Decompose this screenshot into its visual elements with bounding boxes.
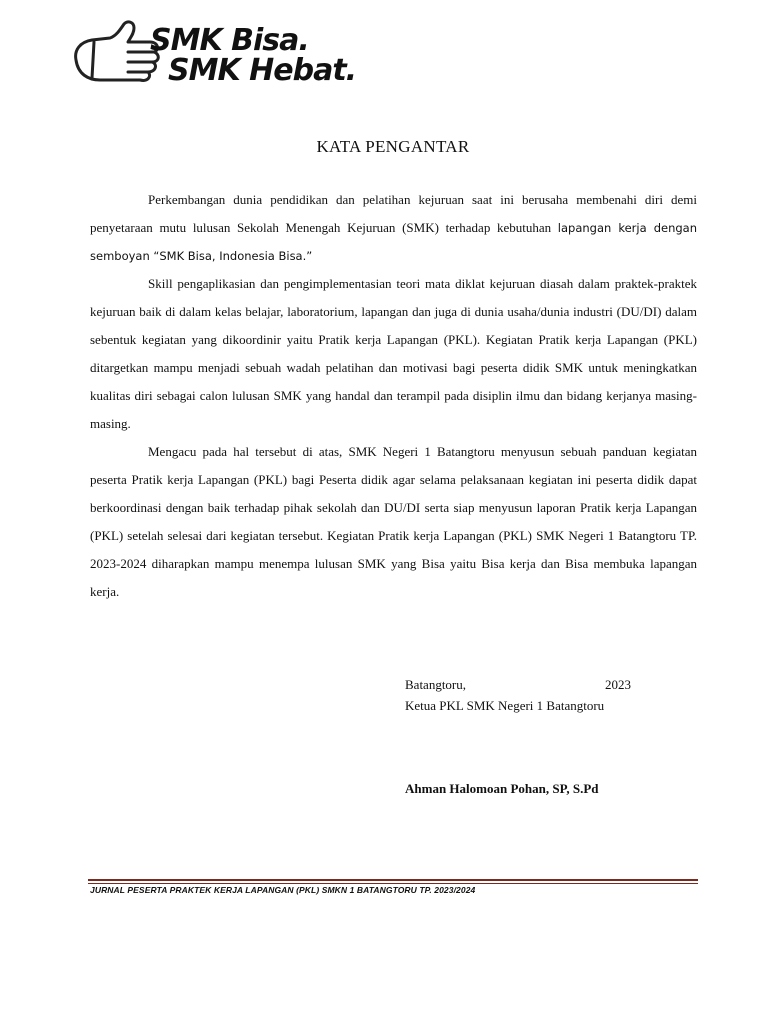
paragraph-1-motto: “SMK Bisa, Indonesia Bisa.” [149,249,313,263]
closing-block [405,674,685,716]
footer-text: JURNAL PESERTA PRAKTEK KERJA LAPANGAN (PKL) SMKN 1 BATANGTORU TP. 2023/2024 [90,885,476,895]
place-date-line [405,674,631,695]
logo-line-2: SMK Hebat. [168,53,357,84]
paragraph-1 [90,186,697,270]
place: Batangtoru, [405,677,467,692]
paragraph-1-motto-lead: lapangan kerja dengan semboyan [90,221,697,263]
footer-rule [88,879,698,881]
signer-name: Ahman Halomoan Pohan, SP, S.Pd [405,781,599,796]
paragraph-3: Mengacu pada hal tersebut di atas, SMK Negeri 1 Batangtoru menyusun sebuah panduan kegiatan peserta Pratik kerja Lapangan (PKL) bagi Peserta didik agar selama pelaksanaan kegiatan ini peserta didik dapat berkoordinasi dengan baik terhadap pihak sekolah dan DU/DI serta siap menyusun laporan Pratik kerja Lapangan (PKL) setelah selesai dari kegiatan tersebut. Kegiatan Pratik kerja Lapangan (PKL) SMK Negeri 1 Batangtoru TP. 2023-2024 diharapkan mampu menempa lulusan SMK yang Bisa yaitu Bisa kerja dan Bisa membuka lapangan kerja. [90,444,697,599]
footer-rule-thin [88,883,698,884]
paragraph-2: Skill pengaplikasian dan pengimplementasian teori mata diklat kejuruan diasah dalam praktek-praktek kejuruan baik di dalam kelas belajar, laboratorium, lapangan dan juga di dunia usaha/dunia industri (DU/DI) dalam sebentuk kegiatan yang dikoordinir yaitu Pratik kerja Lapangan (PKL). Kegiatan Pratik kerja Lapangan (PKL) ditargetkan mampu menjadi sebuah wadah pelatihan dan motivasi bagi peserta didik SMK untuk meningkatkan kualitas diri sebagai calon lulusan SMK yang handal dan terampil pada disiplin ilmu dan bidang kerjanya masing-masing. [90,276,697,431]
year: 2023 [605,677,631,692]
body-text [90,186,697,606]
paragraph-1-main: Perkembangan dunia pendidikan dan pelatihan kejuruan saat ini berusaha membenahi diri demi penyetaraan mutu lulusan Sekolah Menengah Kejuruan (SMK) terhadap kebutuhan [90,192,697,235]
smk-logo [70,20,420,84]
signer-position: Ketua PKL SMK Negeri 1 Batangtoru [405,698,605,713]
page-title: KATA PENGANTAR [316,137,470,156]
thumbs-up-icon [70,20,420,84]
logo-line-1: SMK Bisa. [150,23,309,58]
